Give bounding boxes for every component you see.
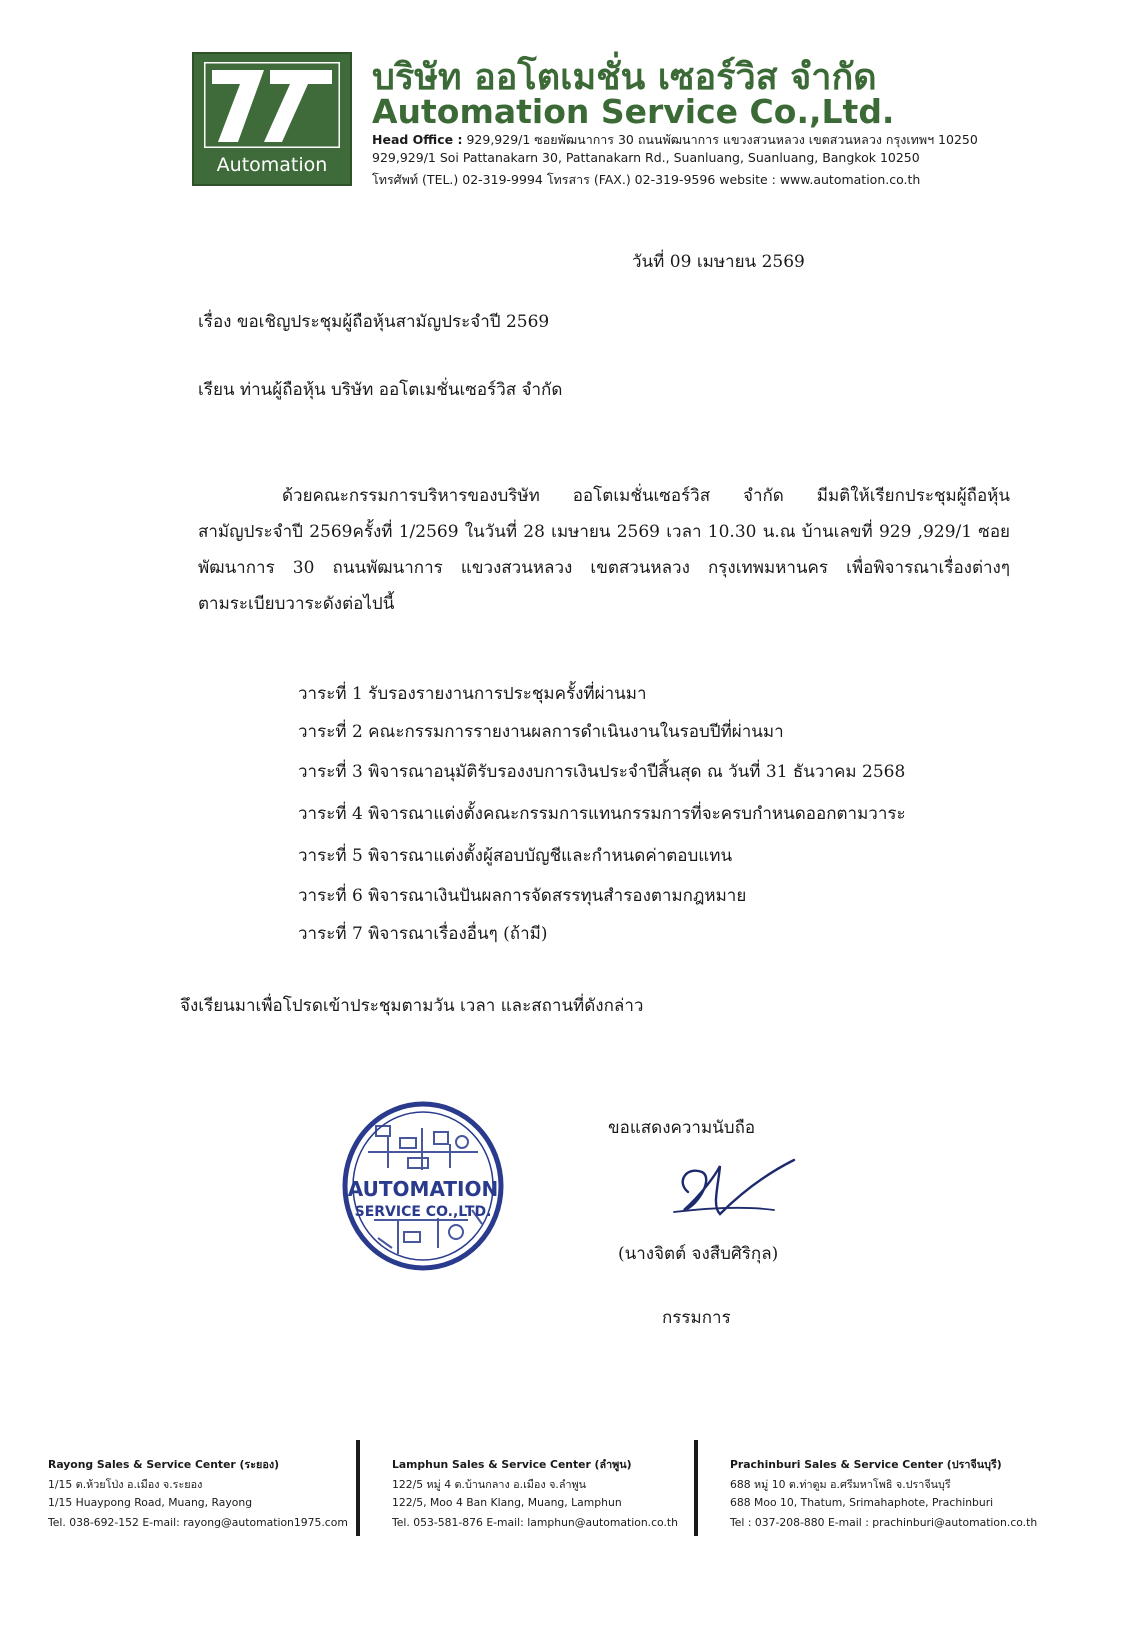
branch-address-thai: 688 หมู่ 10 ต.ท่าตูม อ.ศรีมหาโพธิ จ.ปราจีนบุรี xyxy=(730,1478,951,1491)
head-office-line xyxy=(372,130,978,150)
stamp-text-line2: SERVICE CO.,LTD. xyxy=(354,1204,492,1220)
address-thai: 929,929/1 ซอยพัฒนาการ 30 ถนนพัฒนาการ แขวงสวนหลวง เขตสวนหลวง กรุงเทพฯ 10250 xyxy=(466,132,978,147)
company-name-thai: บริษัท ออโตเมชั่น เซอร์วิส จำกัด xyxy=(372,57,877,98)
agenda-item-7: วาระที่ 7 พิจารณาเรื่องอื่นๆ (ถ้ามี) xyxy=(298,924,548,944)
branch-title: Rayong Sales & Service Center (ระยอง) xyxy=(48,1458,280,1471)
agenda-item-3: วาระที่ 3 พิจารณาอนุมัติรับรองงบการเงินประจำปีสิ้นสุด ณ วันที่ 31 ธันวาคม 2568 xyxy=(298,762,906,782)
paragraph-line-4: ตามระเบียบวาระดังต่อไปนี้ xyxy=(198,594,395,614)
stamp-text-line1: AUTOMATION xyxy=(347,1177,499,1201)
footer-branch-lamphun xyxy=(392,1456,678,1536)
logo-emblem-icon xyxy=(204,62,340,148)
letter-recipient: เรียน ท่านผู้ถือหุ้น บริษัท ออโตเมชั่นเซอร์วิส จำกัด xyxy=(198,380,563,400)
address-english: 929,929/1 Soi Pattanakarn 30, Pattanakarn Rd., Suanluang, Suanluang, Bangkok 10250 xyxy=(372,150,920,165)
branch-address-thai: 1/15 ต.ห้วยโป่ง อ.เมือง จ.ระยอง xyxy=(48,1478,203,1491)
branch-address-english: 122/5, Moo 4 Ban Klang, Muang, Lamphun xyxy=(392,1496,622,1509)
agenda-item-6: วาระที่ 6 พิจารณาเงินปันผลการจัดสรรทุนสำรองตามกฎหมาย xyxy=(298,886,747,906)
footer-branch-prachinburi xyxy=(730,1456,1037,1536)
letter-subject: เรื่อง ขอเชิญประชุมผู้ถือหุ้นสามัญประจำปี 2569 xyxy=(198,312,550,332)
branch-address-english: 1/15 Huaypong Road, Muang, Rayong xyxy=(48,1496,253,1509)
company-name-english: Automation Service Co.,Ltd. xyxy=(372,92,895,131)
branch-contact: Tel. 053-581-876 E-mail: lamphun@automation.co.th xyxy=(392,1516,678,1529)
letter-date: วันที่ 09 เมษายน 2569 xyxy=(632,252,805,272)
logo-text: Automation xyxy=(216,154,328,176)
agenda-item-4: วาระที่ 4 พิจารณาแต่งตั้งคณะกรรมการแทนกรรมการที่จะครบกำหนดออกตามวาระ xyxy=(298,804,906,824)
regards-text: ขอแสดงความนับถือ xyxy=(608,1118,756,1138)
branch-address-thai: 122/5 หมู่ 4 ต.บ้านกลาง อ.เมือง จ.ลำพูน xyxy=(392,1478,587,1491)
agenda-item-1: วาระที่ 1 รับรองรายงานการประชุมครั้งที่ผ่านมา xyxy=(298,684,647,704)
signer-name: (นางจิตต์ จงสืบศิริกุล) xyxy=(618,1244,779,1264)
branch-contact: Tel. 038-692-152 E-mail: rayong@automation1975.com xyxy=(48,1516,348,1529)
footer-divider xyxy=(356,1440,360,1536)
branch-contact: Tel : 037-208-880 E-mail : prachinburi@automation.co.th xyxy=(730,1516,1038,1529)
branch-title: Lamphun Sales & Service Center (ลำพูน) xyxy=(392,1458,632,1471)
head-office-label: Head Office : xyxy=(372,132,463,147)
company-stamp xyxy=(338,1098,508,1274)
signer-position: กรรมการ xyxy=(662,1308,731,1328)
paragraph-line-2: สามัญประจำปี 2569ครั้งที่ 1/2569 ในวันที่ 28 เมษายน 2569 เวลา 10.30 น.ณ บ้านเลขที่ 929 ,929/1 ซอย xyxy=(198,522,1010,542)
paragraph-line-3: พัฒนาการ 30 ถนนพัฒนาการ แขวงสวนหลวง เขตสวนหลวง กรุงเทพมหานคร เพื่อพิจารณาเรื่องต่างๆ xyxy=(198,558,1010,578)
branch-title: Prachinburi Sales & Service Center (ปราจีนบุรี) xyxy=(730,1458,1002,1471)
closing-sentence: จึงเรียนมาเพื่อโปรดเข้าประชุมตามวัน เวลา และสถานที่ดังกล่าว xyxy=(180,996,644,1016)
agenda-item-5: วาระที่ 5 พิจารณาแต่งตั้งผู้สอบบัญชีและกำหนดค่าตอบแทน xyxy=(298,846,733,866)
branch-address-english: 688 Moo 10, Thatum, Srimahaphote, Prachinburi xyxy=(730,1496,994,1509)
handwritten-signature xyxy=(668,1148,800,1228)
contact-line: โทรศัพท์ (TEL.) 02-319-9994 โทรสาร (FAX.) 02-319-9596 website : www.automation.co.th xyxy=(372,172,921,187)
footer-branch-rayong xyxy=(48,1456,348,1536)
company-logo xyxy=(192,52,352,186)
footer-divider xyxy=(694,1440,698,1536)
agenda-item-2: วาระที่ 2 คณะกรรมการรายงานผลการดำเนินงานในรอบปีที่ผ่านมา xyxy=(298,722,784,742)
paragraph-line-1: ด้วยคณะกรรมการบริหารของบริษัท ออโตเมชั่นเซอร์วิส จำกัด มีมติให้เรียกประชุมผู้ถือหุ้น xyxy=(282,486,1010,506)
